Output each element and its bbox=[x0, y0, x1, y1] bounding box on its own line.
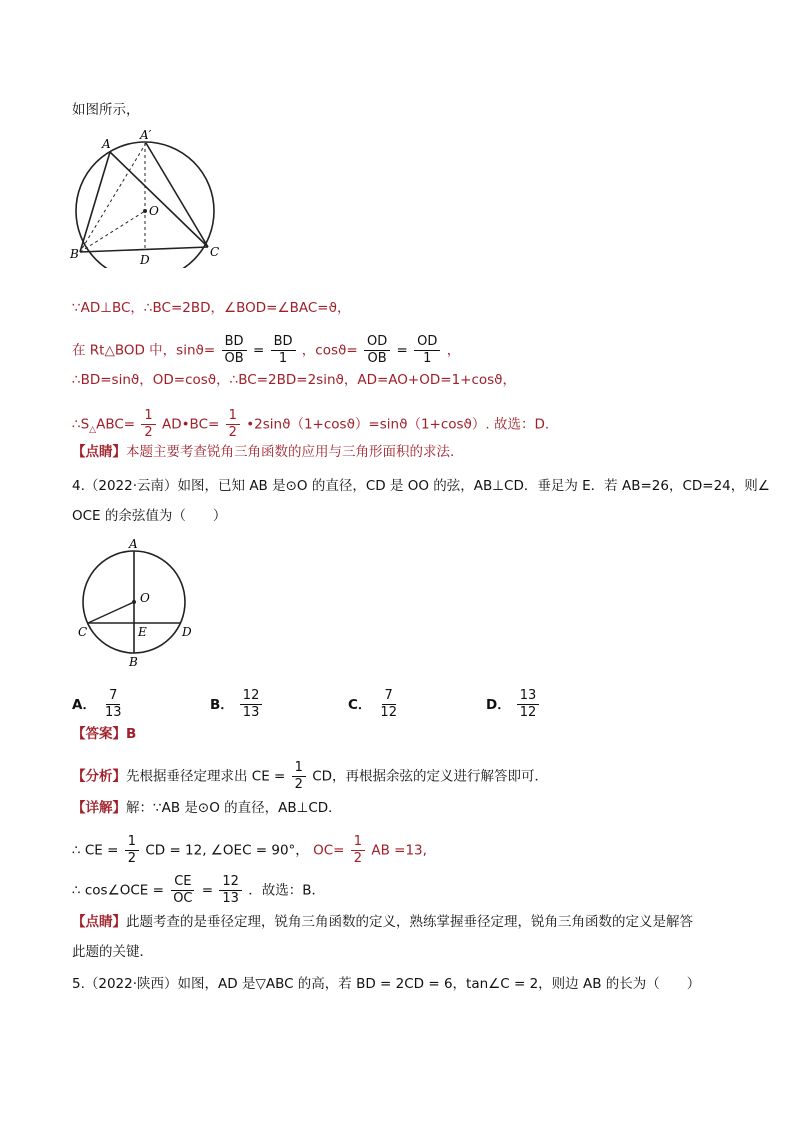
sol3-line2: 在 Rt△BOD 中，sinϑ= $\frac{BD}{OB}$ = $\frac{BD}{1}$ ，cosϑ= $\frac{OD}{OB}$ = $\frac{OD}{1}$ ， bbox=[72, 334, 461, 366]
sol3-line3: ∴BD=sinϑ，OD=cosϑ，∴BC=2BD=2sinϑ，AD=AO+OD=1+cosϑ， bbox=[72, 372, 517, 388]
q4-tip1: 【点睛】此题考查的是垂径定理，锐角三角函数的定义，熟练掌握垂径定理，锐角三角函数的定义是解答 bbox=[72, 914, 693, 930]
q4-answer: 【答案】B bbox=[72, 726, 137, 742]
q4-analysis: 【分析】先根据垂径定理求出 CE = $\frac{1}{2}$ CD，再根据余弦的定义进行解答即可． bbox=[72, 760, 549, 792]
sol3-tip: 【点睛】本题主要考查锐角三角函数的应用与三角形面积的求法. bbox=[72, 444, 455, 460]
label-b: B bbox=[129, 655, 138, 668]
label-o: O bbox=[149, 204, 159, 218]
fraction: $\frac{1}{2}$ bbox=[141, 408, 155, 441]
fraction: $\frac{BD}{1}$ bbox=[271, 334, 296, 367]
intro-text: 如图所示， bbox=[72, 102, 140, 118]
q4-option-d: D． $\frac{13}{12}$ bbox=[486, 688, 541, 721]
q4-detail3: ∴ cos∠OCE = $\frac{CE}{OC}$ = $\frac{12}{13}$ ．故选：B． bbox=[72, 874, 326, 906]
label-c: C bbox=[78, 625, 88, 639]
q4-option-c: C． $\frac{7}{12}$ bbox=[348, 688, 397, 720]
label-a: A bbox=[102, 137, 111, 151]
q4-detail1: 【详解】解：∵AB 是⊙O 的直径，AB⊥CD． bbox=[72, 800, 342, 816]
label-d: D bbox=[182, 625, 192, 639]
figure-circle-chord bbox=[74, 538, 204, 668]
label-a: A bbox=[129, 538, 138, 551]
q4-tip2: 此题的关键． bbox=[72, 944, 153, 960]
label-e: E bbox=[138, 625, 147, 639]
fraction: $\frac{BD}{OB}$ bbox=[222, 334, 247, 367]
fraction: $\frac{OD}{1}$ bbox=[414, 334, 440, 367]
label-b: B bbox=[70, 247, 79, 261]
q4-line1: 4.（2022·云南）如图，已知 AB 是⊙O 的直径，CD 是 OO 的弦，AB⊥CD．垂足为 E．若 AB=26，CD=24，则∠ bbox=[72, 478, 770, 494]
label-c: C bbox=[210, 245, 220, 259]
sol3-line4: $\therefore S_\triangle ABC=$ $\frac{1}{2}$ AD•BC= $\frac{1}{2}$ •2sinϑ（1+cosϑ）=sinϑ（1+cosϑ）. 故选：D. bbox=[72, 408, 550, 440]
label-a-prime: A′ bbox=[140, 128, 152, 142]
figure-circle-triangle bbox=[66, 128, 246, 268]
label-d: D bbox=[140, 253, 150, 267]
label-o: O bbox=[140, 591, 150, 605]
fraction: $\frac{1}{2}$ bbox=[226, 408, 240, 441]
q4-line2: OCE 的余弦值为（ ） bbox=[72, 508, 227, 524]
sol3-line1: ∵AD⊥BC，∴BC=2BD，∠BOD=∠BAC=ϑ， bbox=[72, 300, 351, 316]
q5-line1: 5.（2022·陕西）如图，AD 是▽ABC 的高，若 BD = 2CD = 6，tan∠C = 2，则边 AB 的长为（ ） bbox=[72, 976, 701, 992]
fraction: $\frac{OD}{OB}$ bbox=[364, 334, 390, 367]
q4-detail2: ∴ CE = $\frac{1}{2}$ CD = 12, ∠OEC = 90°， OC= $\frac{1}{2}$ AB =13, bbox=[72, 834, 427, 866]
q4-option-b: B． $\frac{12}{13}$ bbox=[210, 688, 264, 721]
q4-option-a: A． $\frac{7}{13}$ bbox=[72, 688, 122, 720]
